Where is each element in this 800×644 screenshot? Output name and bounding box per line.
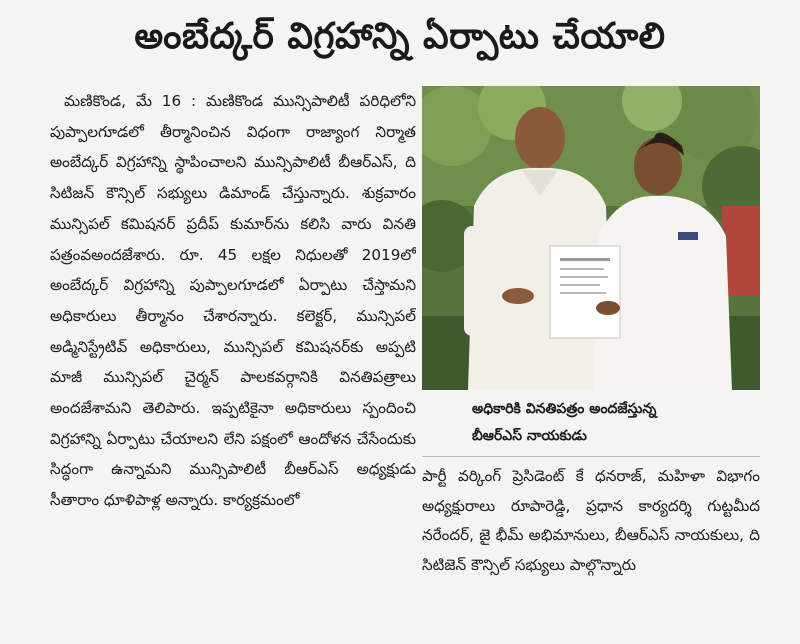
photo-caption <box>472 396 742 450</box>
article-paragraph: మణికొండ, మే 16 : మణికొండ మున్సిపాలిటీ పరిధిలోని పుప్పాలగూడలో తీర్మానించిన విధంగా రాజ్యాంగ నిర్మాత అంబేద్కర్ విగ్రహాన్ని స్థాపించాలని మున్సిపాలిటీ బీఆర్ఎస్, ది సిటిజన్ కౌన్సిల్ సభ్యులు డిమాండ్ చేస్తున్నారు. శుక్రవారం మున్సిపల్ కమిషనర్ ప్రదీప్ కుమార్‌ను కలిసి వారు వినతి పత్రంవఅందజేశారు. రూ. 45 లక్షల నిధులతో 2019లో అంబేద్కర్ విగ్రహాన్ని పుప్పాలగూడలో ఏర్పాటు చేస్తామని అధికారులు తీర్మానం చేశారన్నారు. కలెక్టర్, మున్సిపల్ అడ్మినిస్ట్రేటివ్ అధికారులు, మున్సిపల్ కమిషనర్‌కు అప్పటి మాజీ మున్సిపల్ చైర్మన్ పాలకవర్గానికి వినతిపత్రాలు అందజేశామని తెలిపారు. ఇప్పటికైనా అధికారులు స్పందించి విగ్రహాన్ని ఏర్పాటు చేయాలని లేని పక్షంలో ఆందోళన చేసేందుకు సిద్ధంగా ఉన్నామని మున్సిపాలిటీ బీఆర్ఎస్ అధ్యక్షుడు సీతారాం ధూళిపాళ్ల అన్నారు. కార్యక్రమంలో <box>50 92 416 510</box>
news-photo <box>422 86 760 390</box>
article-body-left-column <box>50 86 416 638</box>
article-body-right-column <box>422 462 760 638</box>
article-paragraph: పార్టీ వర్కింగ్ ప్రెసిడెంట్ కే ధనరాజ్, మహిళా విభాగం అధ్యక్షురాలు రూపారెడ్డి, ప్రధాన కార్యదర్శి గుట్టమీద నరేందర్, జై భీమ్ అభిమానులు, బీఆర్ఎస్ నాయకులు, ది సిటిజెన్ కౌన్సిల్ సభ్యులు పాల్గొన్నారు <box>422 467 760 574</box>
photo-caption-line: బీఆర్ఎస్ నాయకుడు <box>472 428 587 444</box>
caption-divider <box>422 456 760 457</box>
headline: అంబేద్కర్ విగ్రహాన్ని ఏర్పాటు చేయాలి <box>134 16 666 57</box>
photo-caption-line: అధికారికి వినతిపత్రం అందజేస్తున్న <box>472 401 657 417</box>
